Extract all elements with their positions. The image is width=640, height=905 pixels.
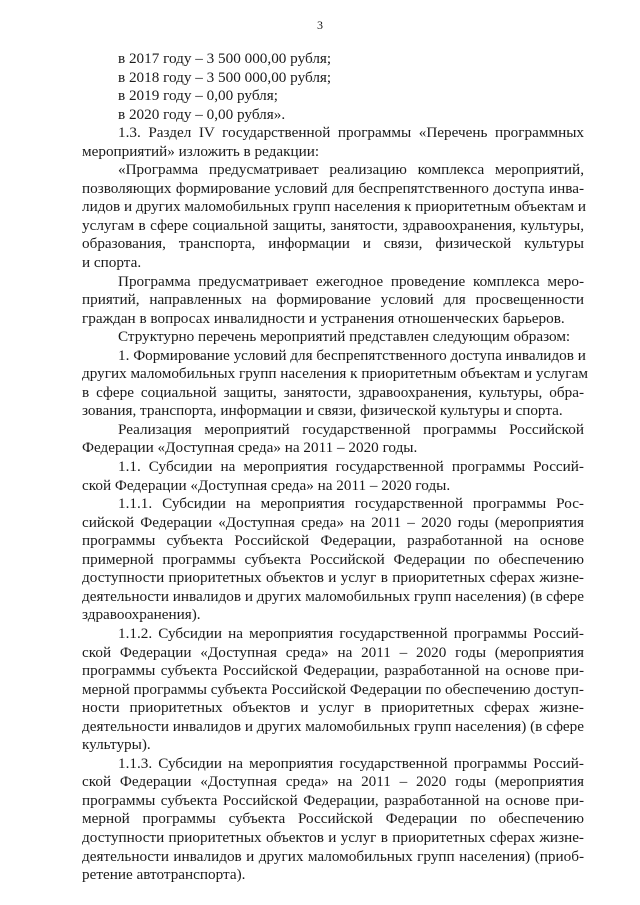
text-line: в 2017 году – 3 500 000,00 рубля; bbox=[118, 50, 332, 67]
text-line: в сфере социальной защиты, занятости, здравоохранения, культуры, обра- bbox=[82, 383, 584, 401]
text-line: ности приоритетных объектов и услуг в приоритетных сферах жизне- bbox=[82, 699, 584, 717]
text-line: программы субъекта Российской Федерации, разработанной на основе bbox=[82, 532, 584, 550]
text-line: «Программа предусматривает реализацию комплекса мероприятий, bbox=[118, 161, 584, 179]
text-line: Реализация мероприятий государственной программы Российской bbox=[118, 420, 584, 438]
text-line: Структурно перечень мероприятий представлен следующим образом: bbox=[118, 328, 571, 346]
text-line: культуры). bbox=[82, 736, 151, 754]
text-line: и спорта. bbox=[82, 254, 142, 272]
text-line: деятельности инвалидов и других маломобильных групп населения) (приоб- bbox=[82, 847, 584, 865]
text-line: позволяющих формирование условий для беспрепятственного доступа инва- bbox=[82, 179, 584, 197]
text-line: в 2020 году – 0,00 рубля». bbox=[118, 105, 286, 123]
text-line: приятий, направленных на формирование условий для просвещенности bbox=[82, 291, 584, 309]
text-line: в 2019 году – 0,00 рубля; bbox=[118, 87, 278, 105]
text-line: доступности приоритетных объектов и услуг в приоритетных сферах жизне- bbox=[82, 569, 584, 587]
text-line: 1.1. Субсидии на мероприятия государственной программы Россий- bbox=[118, 458, 584, 476]
text-line: ретение автотранспорта). bbox=[82, 866, 246, 884]
text-line: других маломобильных групп населения к приоритетным объектам и услугам bbox=[82, 365, 588, 383]
text-line: 1.1.3. Субсидии на мероприятия государственной программы Россий- bbox=[118, 754, 584, 772]
text-line: 1.1.2. Субсидии на мероприятия государственной программы Россий- bbox=[118, 624, 584, 642]
text-line: программы субъекта Российской Федерации, разработанной на основе при- bbox=[82, 662, 584, 680]
text-line: деятельности инвалидов и других маломобильных групп населения) (в сфере bbox=[82, 587, 584, 605]
text-line: ской Федерации «Доступная среда» на 2011 – 2020 годы (мероприятия bbox=[82, 773, 584, 791]
text-line: мерной программы субъекта Российской Федерации по обеспечению доступ- bbox=[82, 680, 584, 698]
text-line: ской Федерации «Доступная среда» на 2011 – 2020 годы. bbox=[82, 476, 451, 494]
text-line: программы субъекта Российской Федерации, разработанной на основе при- bbox=[82, 791, 584, 809]
text-line: лидов и других маломобильных групп населения к приоритетным объектам и bbox=[82, 198, 587, 216]
text-line: деятельности инвалидов и других маломобильных групп населения) (в сфере bbox=[82, 717, 584, 735]
text-line: 1.3. Раздел IV государственной программы «Перечень программных bbox=[118, 124, 584, 142]
text-line: зования, транспорта, информации и связи, физической культуры и спорта. bbox=[82, 402, 563, 420]
text-line: доступности приоритетных объектов и услуг в приоритетных сферах жизне- bbox=[82, 828, 584, 846]
text-line: граждан в вопросах инвалидности и устранения отношенческих барьеров. bbox=[82, 309, 565, 327]
text-line: сийской Федерации «Доступная среда» на 2011 – 2020 годы (мероприятия bbox=[82, 513, 584, 531]
text-line: 1.1.1. Субсидии на мероприятия государственной программы Рос- bbox=[118, 495, 584, 513]
text-line: Федерации «Доступная среда» на 2011 – 2020 годы. bbox=[82, 439, 418, 457]
document-body bbox=[82, 50, 588, 885]
text-line: примерной программы субъекта Российской Федерации по обеспечению bbox=[82, 550, 584, 568]
text-line: в 2018 году – 3 500 000,00 рубля; bbox=[118, 68, 332, 86]
text-line: ской Федерации «Доступная среда» на 2011 – 2020 годы (мероприятия bbox=[82, 643, 584, 661]
text-line: образования, транспорта, информации и связи, физической культуры bbox=[82, 235, 584, 253]
text-line: 1. Формирование условий для беспрепятственного доступа инвалидов и bbox=[118, 346, 586, 364]
text-line: услугам в сфере социальной защиты, занятости, здравоохранения, культуры, bbox=[82, 216, 584, 234]
text-line: здравоохранения). bbox=[82, 606, 201, 624]
text-line: мерной программы субъекта Российской Федерации по обеспечению bbox=[82, 810, 584, 828]
page-number: 3 bbox=[317, 18, 323, 32]
text-line: Программа предусматривает ежегодное проведение комплекса меро- bbox=[118, 272, 584, 290]
text-line: мероприятий» изложить в редакции: bbox=[82, 142, 320, 160]
